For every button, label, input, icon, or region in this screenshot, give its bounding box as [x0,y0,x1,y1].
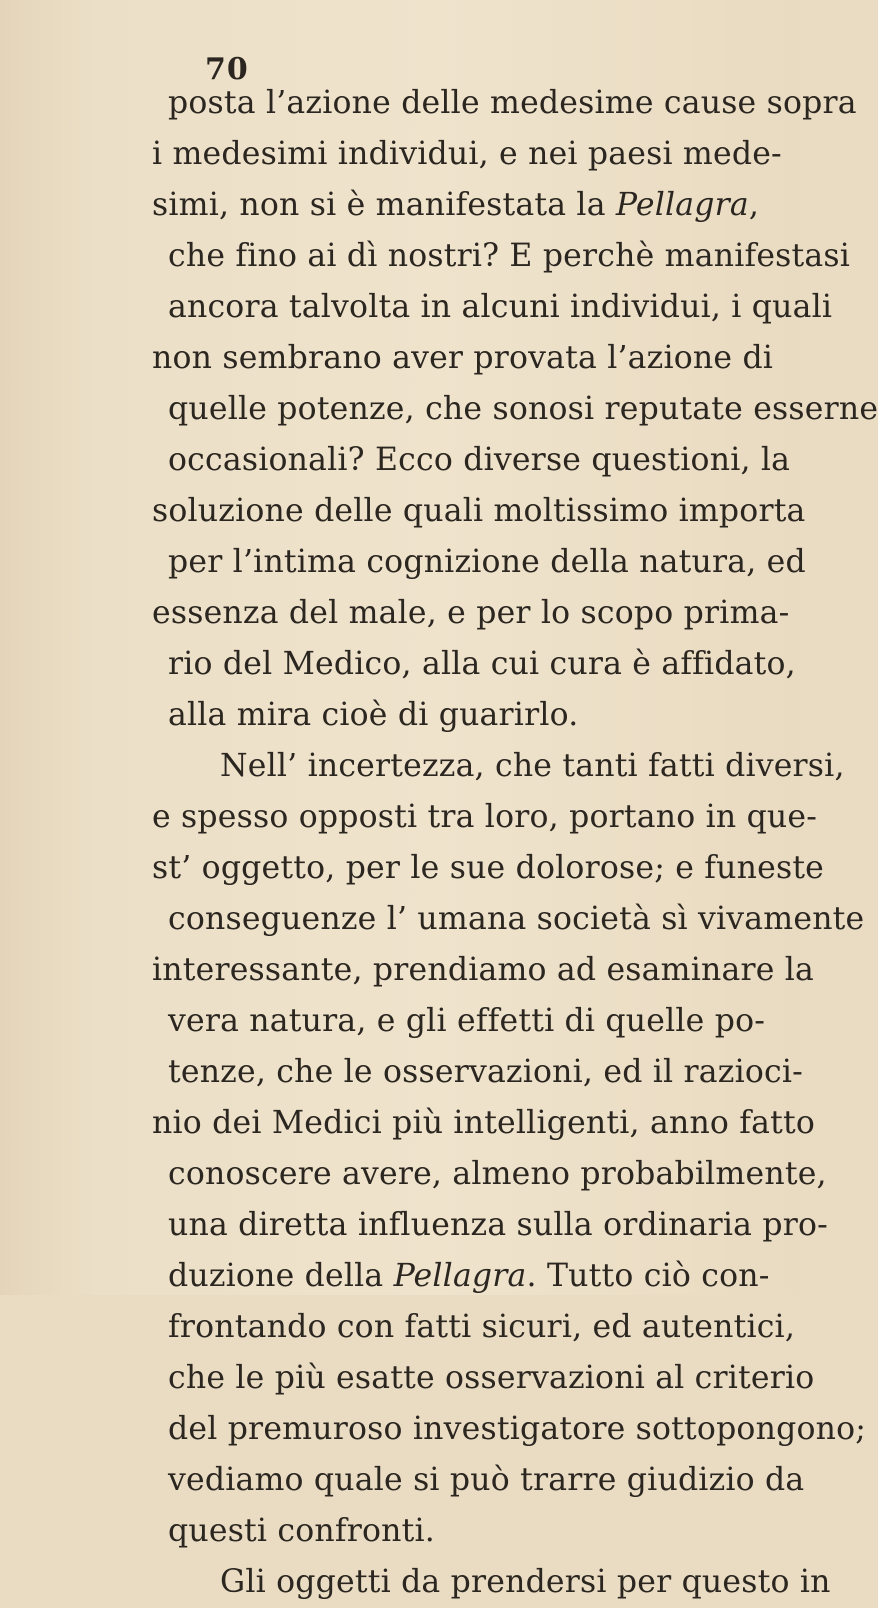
text-line: per l’intima cognizione della natura, ed [168,544,806,580]
text-line: questi confronti. [168,1513,436,1549]
body-text [152,78,878,1608]
text-line: posta l’azione delle medesime cause sopra [168,85,857,121]
text-line: conoscere avere, almeno probabilmente, [168,1156,827,1192]
text-line: ancora talvolta in alcuni individui, i quali [168,289,833,325]
text-line: simi, non si è manifestata la Pellagra, [152,187,760,223]
text-line: occasionali? Ecco diverse questioni, la [168,442,791,478]
text-line: Nell’ incertezza, che tanti fatti diversi, [220,748,845,784]
text-line: che fino ai dì nostri? E perchè manifestasi [168,238,851,274]
text-line: interessante, prendiamo ad esaminare la [152,952,815,988]
page-number: 70 [205,52,249,87]
text-line: rio del Medico, alla cui cura è affidato, [168,646,796,682]
text-line: alla mira cioè di guarirlo. [168,697,579,733]
text-line: non sembrano aver provata l’azione di [152,340,774,376]
text-line: nio dei Medici più intelligenti, anno fatto [152,1105,816,1141]
text-line: st’ oggetto, per le sue dolorose; e funeste [152,850,825,886]
text-line: soluzione delle quali moltissimo importa [152,493,806,529]
text-line: e spesso opposti tra loro, portano in que- [152,799,818,835]
text-line: Gli oggetti da prendersi per questo in [220,1564,831,1600]
text-line: essenza del male, e per lo scopo prima- [152,595,790,631]
text-line: duzione della Pellagra. Tutto ciò con- [168,1258,770,1294]
text-line: che le più esatte osservazioni al criterio [168,1360,815,1396]
text-line: una diretta influenza sulla ordinaria pro- [168,1207,828,1243]
text-line: vera natura, e gli effetti di quelle po- [168,1003,766,1039]
text-line: vediamo quale si può trarre giudizio da [168,1462,805,1498]
text-line: conseguenze l’ umana società sì vivamente [168,901,865,937]
text-line: quelle potenze, che sonosi reputate esserne [168,391,878,427]
text-line: tenze, che le osservazioni, ed il razioci- [168,1054,803,1090]
text-line: i medesimi individui, e nei paesi mede- [152,136,782,172]
text-line: del premuroso investigatore sottopongono; [168,1411,867,1447]
text-line: frontando con fatti sicuri, ed autentici, [168,1309,796,1345]
term-pellagra: Pellagra [615,187,749,223]
term-pellagra: Pellagra [393,1258,527,1294]
